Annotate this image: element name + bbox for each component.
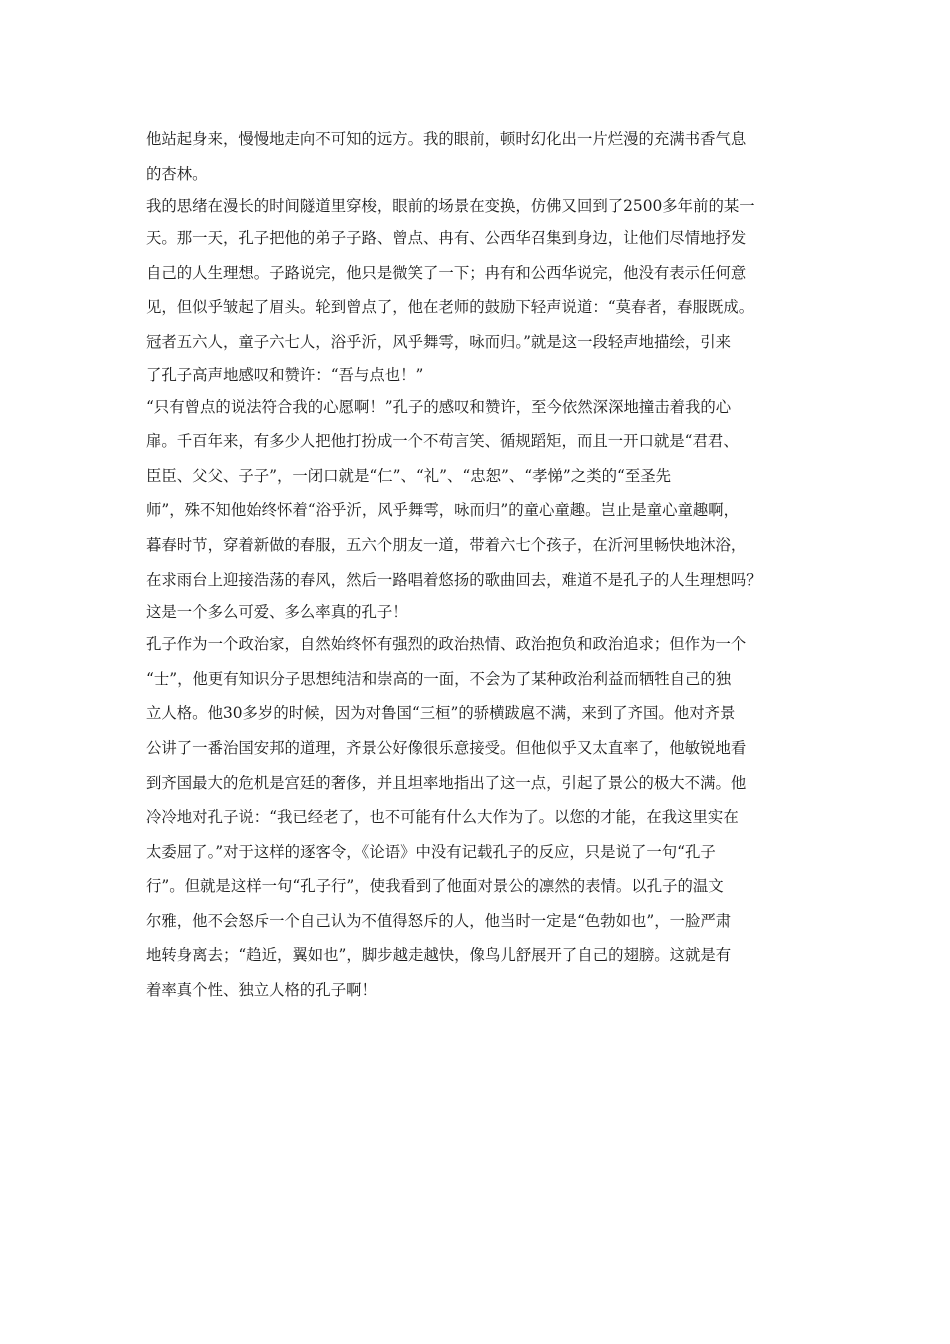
text-line: 冷冷地对孔子说：“我已经老了，也不可能有什么大作为了。以您的才能，在我这里实在 [146, 808, 739, 827]
text-line: 公讲了一番治国安邦的道理，齐景公好像很乐意接受。但他似乎又太直率了，他敏锐地看 [146, 738, 747, 757]
text-line: 的杏林。 [146, 164, 208, 183]
text-line: “士”，他更有知识分子思想纯洁和崇高的一面，不会为了某种政治利益而牺牲自己的独 [146, 669, 732, 688]
text-line: 他站起身来，慢慢地走向不可知的远方。我的眼前，顿时幻化出一片烂漫的充满书香气息 [146, 130, 747, 148]
text-line: 暮春时节，穿着新做的春服，五六个朋友一道，带着六七个孩子，在沂河里畅快地沐浴， [146, 535, 747, 554]
text-line: 孔子作为一个政治家，自然始终怀有强烈的政治热情、政治抱负和政治追求；但作为一个 [146, 635, 747, 654]
text-line: 立人格。他30多岁的时候，因为对鲁国“三桓”的骄横跋扈不满，来到了齐国。他对齐景 [146, 704, 736, 723]
text-line: 冠者五六人，童子六七人，浴乎沂，风乎舞雩，咏而归。”就是这一段轻声地描绘，引来 [146, 332, 732, 351]
text-line: 扉。千百年来，有多少人把他打扮成一个不苟言笑、循规蹈矩，而且一开口就是“君君、 [146, 432, 739, 451]
text-line: 太委屈了。”对于这样的逐客令，《论语》中没有记载孔子的反应，只是说了一句“孔子 [146, 842, 716, 861]
text-line: 行”。但就是这样一句“孔子行”，使我看到了他面对景公的凛然的表情。以孔子的温文 [146, 877, 724, 896]
text-line: 臣臣、父父、子子”，一闭口就是“仁”、“礼”、“忠恕”、“孝悌”之类的“至圣先 [146, 466, 672, 485]
text-line: 我的思绪在漫长的时间隧道里穿梭，眼前的场景在变换，仿佛又回到了2500多年前的某一 [146, 197, 755, 216]
text-line: 到齐国最大的危机是宫廷的奢侈，并且坦率地指出了这一点，引起了景公的极大不满。他 [146, 773, 747, 792]
text-line: 天。那一天，孔子把他的弟子子路、曾点、冉有、公西华召集到身边，让他们尽情地抒发 [146, 229, 747, 248]
text-line: 着率真个性、独立人格的孔子啊！ [146, 981, 377, 1000]
text-line: 自己的人生理想。子路说完，他只是微笑了一下；冉有和公西华说完，他没有表示任何意 [146, 263, 747, 282]
text-line: “只有曾点的说法符合我的心愿啊！”孔子的感叹和赞许，至今依然深深地撞击着我的心 [146, 397, 732, 416]
text-line: 地转身离去；“趋近，翼如也”，脚步越走越快，像鸟儿舒展开了自己的翅膀。这就是有 [146, 946, 732, 965]
text-line: 见，但似乎皱起了眉头。轮到曾点了，他在老师的鼓励下轻声说道：“莫春者，春服既成。 [146, 298, 755, 317]
text-line: 师”，殊不知他始终怀着“浴乎沂，风乎舞雩，咏而归”的童心童趣。岂止是童心童趣啊， [146, 501, 740, 520]
text-line: 在求雨台上迎接浩荡的春风，然后一路唱着悠扬的歌曲回去，难道不是孔子的人生理想吗？ [146, 570, 762, 589]
text-line: 了孔子高声地感叹和赞许：“吾与点也！” [146, 365, 424, 384]
text-line: 这是一个多么可爱、多么率真的孔子！ [146, 603, 408, 622]
article-body [146, 122, 808, 1008]
text-line: 尔雅，他不会怒斥一个自己认为不值得怒斥的人，他当时一定是“色勃如也”，一脸严肃 [146, 911, 732, 930]
